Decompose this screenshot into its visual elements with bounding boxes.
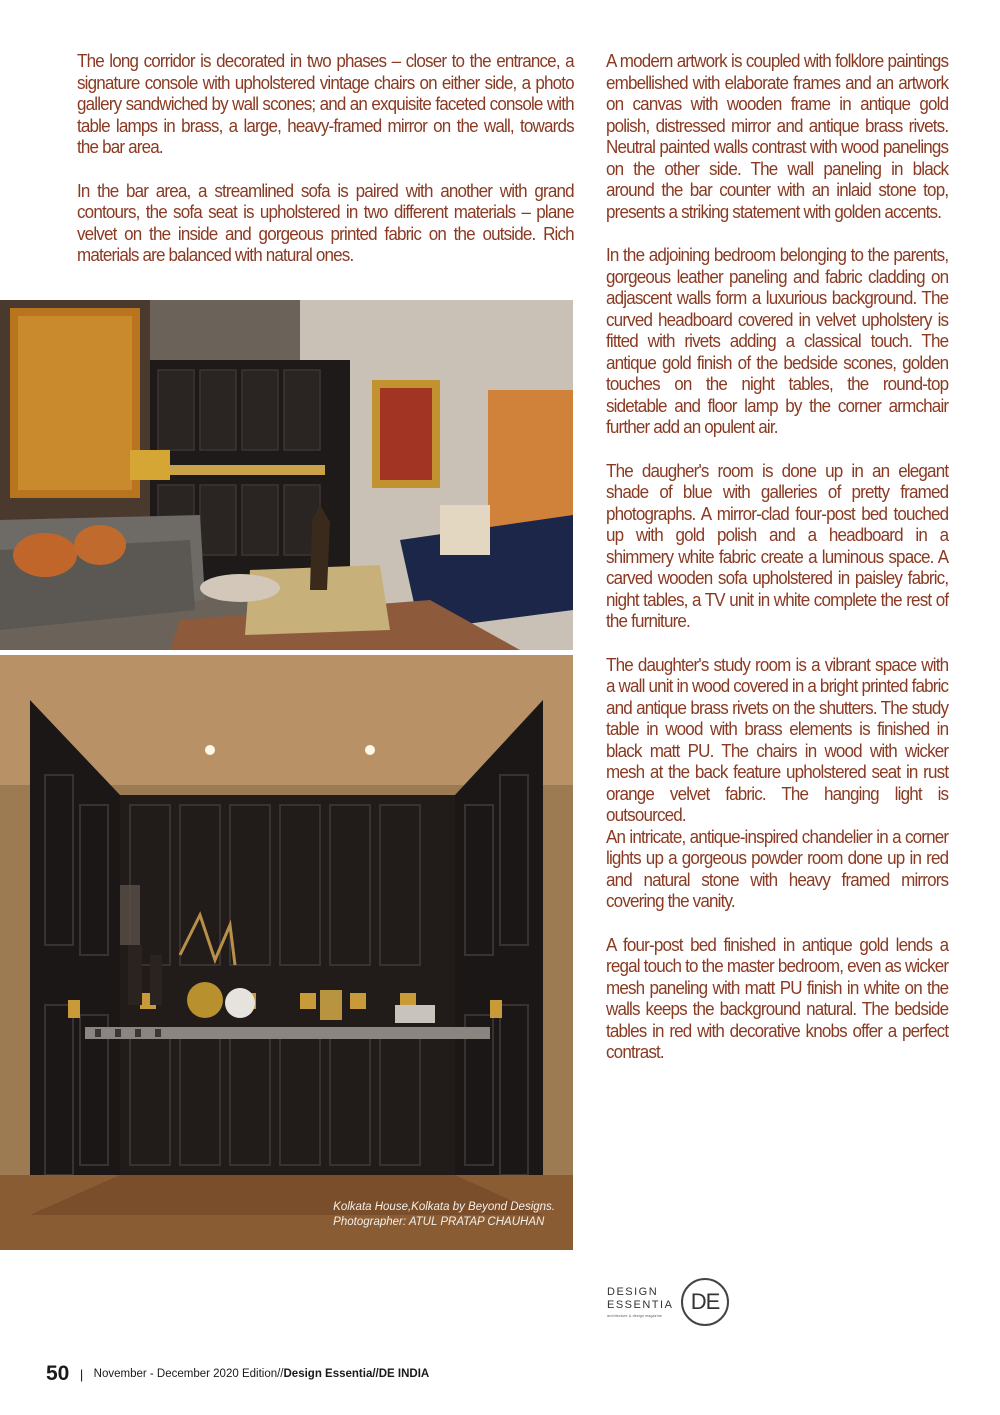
- page-footer: [46, 1362, 429, 1386]
- logo-word-design: DESIGN: [607, 1286, 659, 1298]
- paragraph: The daughter's study room is a vibrant space with a wall unit in wood covered in a bright printed fabric and antique brass rivets on the shutters. The study table in wood with brass elements is finished in black matt PU. The chairs in wood with wicker mesh at the back feature upholstered seat in rust orange velvet fabric. The hanging light is outsourced.: [606, 653, 949, 825]
- paragraph: The daugher's room is done up in an elegant shade of blue with galleries of pretty framed photographs. A mirror-clad four-post bed touched up with gold polish and a headboard in a shimmery white fabric create a luminous space. A carved wooden sofa upholstered in paisley fabric, night tables, a TV unit in white complete the rest of the furniture.: [606, 459, 949, 631]
- photo-caption: [333, 1200, 555, 1230]
- paragraph: A four-post bed finished in antique gold lends a regal touch to the master bedroom, even as wicker mesh paneling with matt PU finish in white on the walls keeps the background natural. The bedside tables in red with decorative knobs offer a perfect contrast.: [606, 933, 949, 1062]
- bar-paneling-illustration: [0, 655, 573, 1250]
- caption-project: Kolkata House,Kolkata by Beyond Designs.: [333, 1201, 555, 1213]
- paragraph: An intricate, antique-inspired chandelier in a corner lights up a gorgeous powder room done up in red and natural stone with heavy framed mirrors covering the vanity.: [606, 825, 949, 911]
- left-text-column: [77, 50, 574, 288]
- logo-tagline: architecture & design magazine: [607, 1314, 663, 1318]
- paragraph: The long corridor is decorated in two phases – closer to the entrance, a signature console with upholstered vintage chairs on either side, a photo gallery sandwiched by wall scones; and an exquisite faceted console with table lamps in brass, a large, heavy-framed mirror on the wall, towards the bar area.: [77, 50, 574, 157]
- footer-edition: November - December 2020 Edition//: [93, 1368, 284, 1380]
- paragraph: In the bar area, a streamlined sofa is paired with another with grand contours, the sofa seat is upholstered in two different materials – plane velvet on the inside and gorgeous printed fabric on the outside. Rich materials are balanced with natural ones.: [77, 179, 574, 265]
- caption-photographer: Photographer: ATUL PRATAP CHAUHAN: [333, 1216, 545, 1228]
- living-room-photo: [0, 300, 573, 650]
- right-text-column: [606, 50, 948, 1085]
- paragraph: In the adjoining bedroom belonging to the parents, gorgeous leather paneling and fabric cladding on adjascent walls form a luxurious background. The curved headboard covered in velvet upholstery is fitted with rivets adding a classical touch. The antique gold finish of the bedside scones, golden touches on the night tables, the round-top sidetable and floor lamp by the corner armchair further add an opulent air.: [606, 244, 949, 437]
- footer-separator: |: [79, 1366, 84, 1382]
- logo-monogram: DE: [681, 1278, 729, 1326]
- bar-paneling-photo: [0, 655, 573, 1250]
- paragraph: A modern artwork is coupled with folklore paintings embellished with elaborate frames and an artwork on canvas with wooden frame in antique gold polish, distressed mirror and antique brass rivets. Neutral painted walls contrast with wood panelings on the other side. The wall paneling in black around the bar counter with an inlaid stone top, presents a striking statement with golden accents.: [606, 50, 949, 222]
- logo-wordmark: [607, 1286, 673, 1312]
- logo-word-essentia: ESSENTIA: [607, 1299, 674, 1311]
- design-essentia-logo: [607, 1278, 737, 1328]
- living-room-illustration: [0, 300, 573, 650]
- page-number: 50: [46, 1362, 70, 1385]
- footer-brand: Design Essentia//DE INDIA: [283, 1368, 430, 1380]
